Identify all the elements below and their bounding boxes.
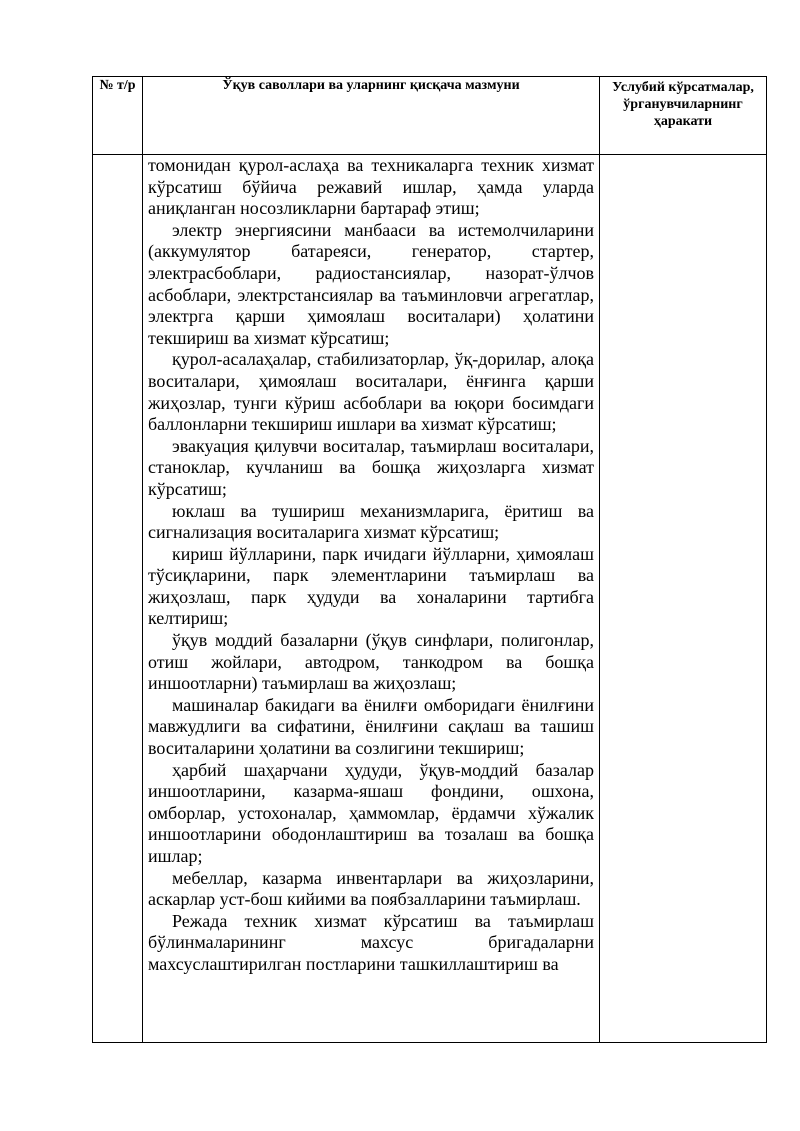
questions-column-header: Ўқув саволлари ва уларнинг қисқача мазмуни — [143, 77, 600, 155]
paragraph: ўқув моддий базаларни (ўқув синфлари, полигонлар, отиш жойлари, автодром, танкодром ва бошқа иншоотларни) таъмирлаш ва жиҳозлаш; — [148, 630, 594, 694]
number-column-header: № т/р — [93, 77, 143, 155]
paragraph: эвакуация қилувчи воситалар, таъмирлаш воситалари, станоклар, кучланиш ва бошқа жиҳозларга хизмат кўрсатиш; — [148, 435, 594, 499]
methodical-cell — [600, 155, 767, 1043]
paragraph: кириш йўлларини, парк ичидаги йўлларни, ҳимоялаш тўсиқларини, парк элементларини таъмирлаш ва жиҳозлаш, парк ҳудуди ва хоналарини тартибга келтириш; — [148, 543, 594, 629]
content-cell — [143, 155, 600, 1043]
table-header-row — [93, 77, 767, 155]
paragraph: Режада техник хизмат кўрсатиш ва таъмирлаш бўлинмаларининг махсус бригадаларни махсуслаштирилган постларини ташкиллаштириш ва — [148, 910, 594, 974]
paragraph: мебеллар, казарма инвентарлари ва жиҳозларини, аскарлар уст-бош кийими ва поябзалларини таъмирлаш. — [148, 867, 594, 910]
paragraph: томонидан қурол-аслаҳа ва техникаларга техник хизмат кўрсатиш бўйича режавий ишлар, ҳамда уларда аниқланган носозликларни бартараф этиш; — [148, 155, 594, 219]
methodical-column-header: Услубий кўрсатмалар, ўрганувчиларнинг ҳаракати — [600, 77, 767, 155]
paragraph: машиналар бакидаги ва ёнилғи омборидаги ёнилғини мавжудлиги ва сифатини, ёнилғини сақлаш ва ташиш воситаларини ҳолатини ва созлигини текшириш; — [148, 694, 594, 759]
paragraph: юклаш ва тушириш механизмларига, ёритиш ва сигнализация воситаларига хизмат кўрсатиш; — [148, 500, 594, 543]
lesson-plan-table — [92, 76, 767, 1043]
paragraph: электр энергиясини манбааси ва истемолчиларини (аккумулятор батареяси, генератор, стартер, электрасбоблари, радиостансиялар, назорат-ўлчов асбоблари, электрстансиялар ва таъминловчи агрегатлар, электрга қарши ҳимоялаш воситалари) ҳолатини текшириш ва хизмат кўрсатиш; — [148, 219, 594, 348]
paragraph: ҳарбий шаҳарчани ҳудуди, ўқув-моддий базалар иншоотларини, казарма-яшаш фондини, ошхона, омборлар, устохоналар, ҳаммомлар, ёрдамчи хўжалик иншоотларини ободонлаштириш ва тозалаш ва бошқа ишлар; — [148, 759, 594, 866]
number-cell — [93, 155, 143, 1043]
table-body-row — [93, 155, 767, 1043]
content-text — [143, 155, 599, 976]
paragraph: қурол-асалаҳалар, стабилизаторлар, ўқ-дорилар, алоқа воситалари, ҳимоялаш воситалари, ёнғинга қарши жиҳозлар, тунги кўриш асбоблари ва юқори босимдаги баллонларни текшириш ишлари ва хизмат кўрсатиш; — [148, 349, 594, 435]
